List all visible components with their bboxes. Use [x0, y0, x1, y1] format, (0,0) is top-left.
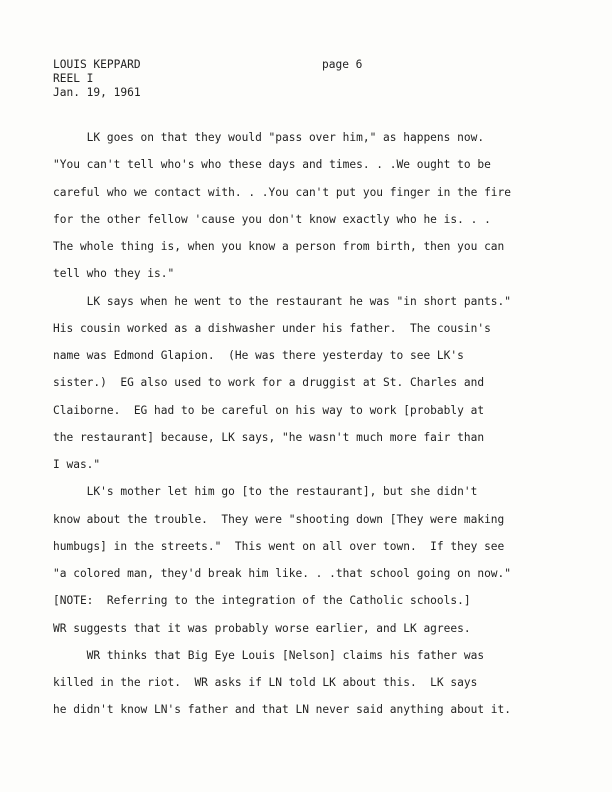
text-line: tell who they is." — [53, 267, 175, 281]
interview-date: Jan. 19, 1961 — [53, 86, 141, 99]
text-line: [NOTE: Referring to the integration of the Catholic schools.] — [53, 594, 471, 608]
text-line: LK says when he went to the restaurant he was "in short pants." — [53, 294, 512, 308]
text-line: he didn't know LN's father and that LN never said anything about it. — [53, 703, 512, 717]
text-line: WR suggests that it was probably worse earlier, and LK agrees. — [53, 621, 471, 635]
text-line: The whole thing is, when you know a person from birth, then you can — [53, 240, 505, 253]
text-line: "a colored man, they'd break him like. . .that school going on now." — [53, 567, 512, 580]
text-line: I was." — [53, 458, 101, 471]
text-line: for the other fellow 'cause you don't know exactly who he is. . . — [53, 212, 491, 226]
text-line: careful who we contact with. . .You can't put you finger in the fire — [53, 185, 512, 199]
reel-number: REEL I — [53, 72, 94, 85]
text-line: LK goes on that they would "pass over him," as happens now. — [53, 131, 485, 144]
text-line: sister.) EG also used to work for a druggist at St. Charles and — [53, 376, 485, 390]
text-line: humbugs] in the streets." This went on all over town. If they see — [53, 539, 505, 553]
text-line: LK's mother let him go [to the restaurant], but she didn't — [53, 485, 478, 499]
text-line: killed in the riot. WR asks if LN told LK about this. LK says — [53, 676, 478, 689]
text-line: His cousin worked as a dishwasher under his father. The cousin's — [53, 321, 491, 335]
text-line: name was Edmond Glapion. (He was there yesterday to see LK's — [53, 349, 464, 362]
document-header — [53, 58, 141, 100]
text-line: Claiborne. EG had to be careful on his way to work [probably at — [53, 403, 485, 417]
interviewee-name: LOUIS KEPPARD — [53, 58, 141, 71]
text-line: "You can't tell who's who these days and times. . .We ought to be — [53, 158, 491, 172]
page-number: page 6 — [322, 58, 363, 71]
text-line: the restaurant] because, LK says, "he wasn't much more fair than — [53, 430, 485, 444]
transcript-body — [53, 124, 553, 724]
text-line: know about the trouble. They were "shooting down [They were making — [53, 512, 505, 526]
text-line: WR thinks that Big Eye Louis [Nelson] claims his father was — [53, 648, 485, 662]
